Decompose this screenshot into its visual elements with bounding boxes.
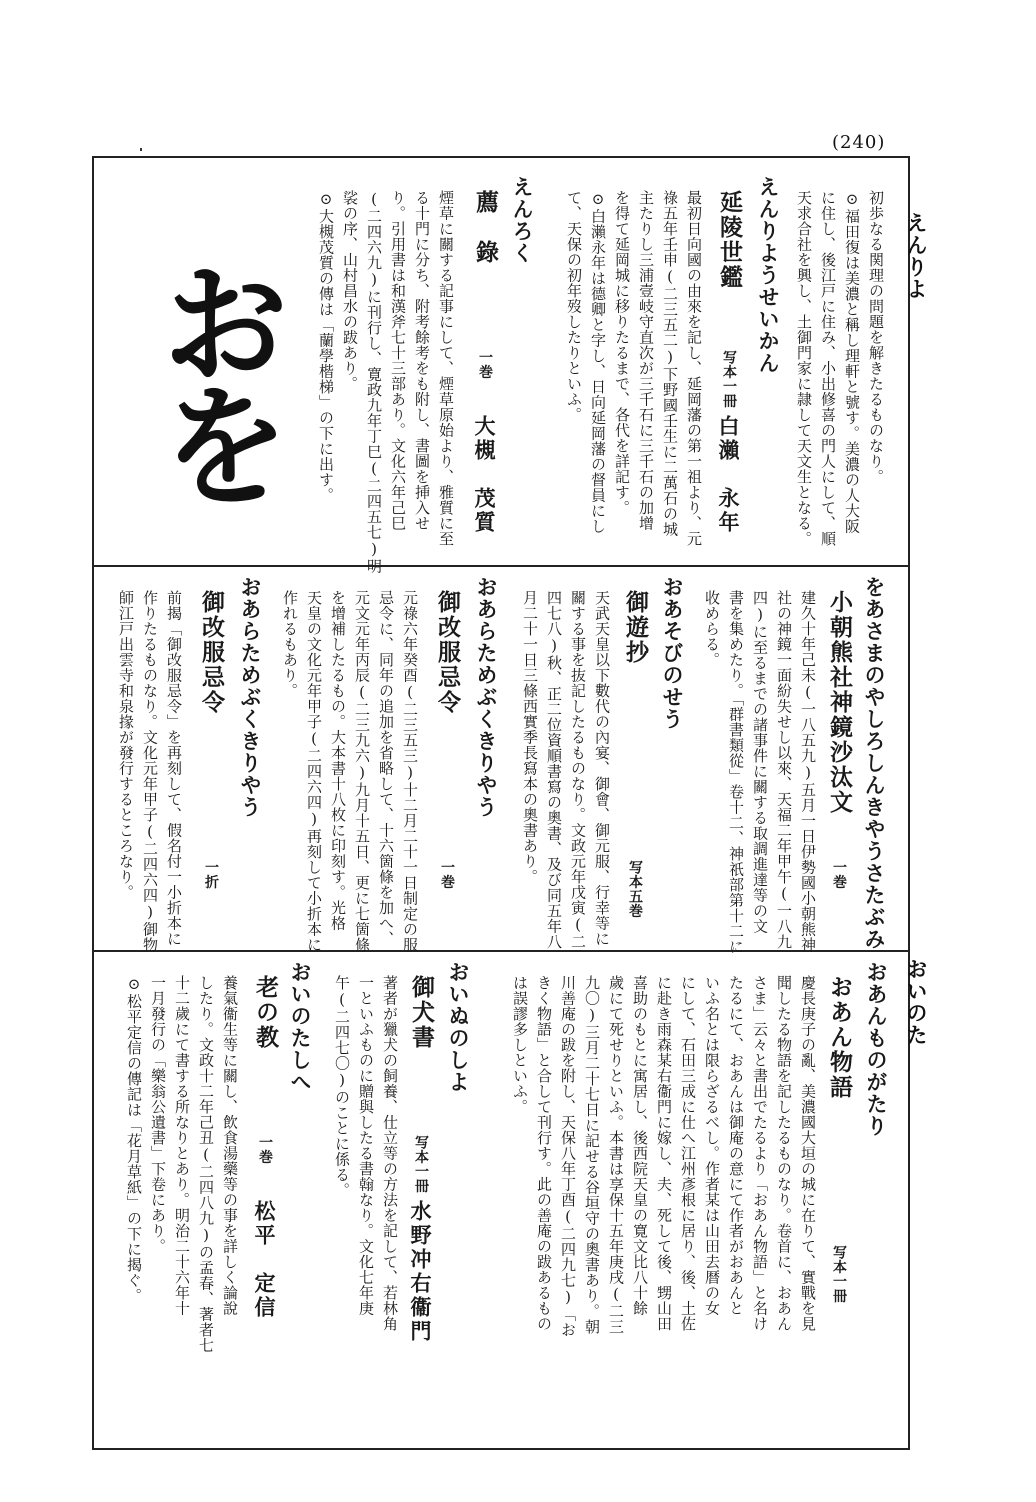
entry-heading-kana: おあんものがたり (864, 961, 889, 1137)
entry-title: 御改服忌令 (434, 590, 461, 715)
text-column: ⊙白瀨永年は德卿と字し、日向延岡藩の督員にし (589, 190, 607, 534)
text-column: 川善庵の跋を附し、天保八年丁酉(二四九七)「お (559, 975, 577, 1338)
entry-format: 一折 (203, 860, 219, 889)
entry-format: 写本一冊 (721, 350, 737, 408)
entry-title: 御遊抄 (622, 590, 649, 665)
entry-heading-kana: おいのたしへ (288, 961, 313, 1093)
entry-author: 松平 定信 (252, 1200, 277, 1320)
entry-heading-kana: をあさまのやしろしんきやうさたぶみ (862, 576, 887, 950)
section-kana: おを (137, 255, 292, 499)
divider-middle-bottom (92, 950, 910, 952)
text-column: 一月發行の「樂翁公遺書」下卷にあり。 (149, 975, 167, 1254)
text-column: 四七八)秋、正二位資順書寫の奧書、及び同五年八 (545, 590, 563, 950)
text-column: 裟の序、山村昌水の跋あり。 (341, 190, 359, 392)
text-column: 午(二四七〇)のことに係る。 (333, 975, 351, 1198)
text-column: 聞したる物語を記したるものなり。卷首に、おあん (775, 975, 793, 1332)
entry-format: 一巻 (477, 350, 493, 379)
entry-format: 写本一冊 (831, 1245, 847, 1303)
text-column: 關する事を抜記したるものなり。文政元年戊寅(二 (569, 590, 587, 950)
text-column: さま」云々と書出でたるより「おあん物語」と名け (751, 975, 769, 1332)
entry-heading-kana: おいぬのしよ (446, 961, 471, 1093)
text-column: 月二十一日三條西實季長寫本の奧書あり。 (521, 590, 539, 885)
page-number: (240) (832, 132, 886, 153)
entry-heading-kana: えんろく (510, 176, 535, 264)
entry-title: おあん物語 (826, 975, 853, 1100)
text-column: は誤謬多しといふ。 (511, 975, 529, 1115)
text-column: 天皇の文化元年甲子(二四六四)再刻して小折本に (305, 590, 323, 953)
entry-format: 一巻 (831, 860, 847, 889)
entry-title: 御犬書 (408, 975, 435, 1050)
text-column: 前揭「御改服忌令」を再刻して、假名付一小折本に (165, 590, 183, 947)
text-column: 喜助のもとに寓居し、後西院天皇の寛文比八十餘 (631, 975, 649, 1316)
text-column: 元文元年丙辰(二三九六)九月十五日、更に七箇條 (353, 590, 371, 953)
text-column: 一といふものに贈與したる書翰なり。文化七年庚 (357, 975, 375, 1316)
text-column: 忌令に、同年の追加を省略して、十六箇條を加へ、 (377, 590, 395, 947)
scan-speck (140, 148, 142, 151)
text-column: ⊙大槻茂質の傳は「蘭學楷梯」の下に出す。 (317, 190, 335, 503)
running-head-bottom: おいのた (904, 958, 929, 1046)
entry-title: 薦 錄 (472, 190, 499, 265)
entry-format: 写本一冊 (413, 1135, 429, 1193)
text-column: り。引用書は和漢斧七十三部あり。文化六年己巳 (389, 190, 407, 531)
text-column: に赴き雨森某右衞門に嫁し、夫、死して後、甥山田 (655, 975, 673, 1332)
text-column: 書を集めたり。「群書類從」卷十二、神祇部第十二に (727, 590, 745, 955)
text-column: 收めらる。 (703, 590, 721, 668)
text-column: 九〇)三月二十七日に記せる谷垣守の奧書あり。朝 (583, 975, 601, 1335)
text-column: 天武天皇以下數代の內宴、御會、御元服、行幸等に (593, 590, 611, 947)
text-column: を得て延岡城に移りたるまで、各代を詳記す。 (613, 190, 631, 516)
text-column: 初歩なる関理の問題を解きたるものなり。 (867, 190, 885, 485)
entry-author: 白瀨 永年 (716, 415, 741, 535)
text-column: 天求合社を興し、土御門家に隷して天文生となる。 (795, 190, 813, 547)
entry-format: 一巻 (257, 1135, 273, 1164)
entry-heading-kana: えんりようせいかん (756, 176, 781, 374)
text-column: 十二歲にて書する所なりとあり。明治二十六年十 (173, 975, 191, 1316)
text-column: ⊙松平定信の傳記は「花月草紙」の下に揭ぐ。 (125, 975, 143, 1304)
text-column: きく物語」と合して刊行す。此の善庵の跋あるもの (535, 975, 553, 1332)
text-column: を增補したるもの。大本書十八枚に印刻す。光格 (329, 590, 347, 931)
text-column: て、天保の初年歿したりといふ。 (565, 190, 583, 423)
text-column: 作りたるものなり。文化元年甲子(二四六四)御物 (141, 590, 159, 953)
text-column: 元祿六年癸酉(二三五三)十二月二十一日制定の服 (401, 590, 419, 953)
text-column: 祿五年壬申(二三五二)下野國壬生に二萬石の城 (661, 190, 679, 537)
text-column: 最初日向國の由來を記し、延岡藩の第一祖より、元 (685, 190, 703, 547)
text-column: ⊙福田復は美濃と稱し理軒と號す。美濃の人大阪 (843, 190, 861, 534)
text-column: 四)に至るまでの諸事件に關する取調進達等の文 (751, 590, 769, 934)
text-column: たるにて、おあんは御庵の意にて作者がおあんと (727, 975, 745, 1316)
entry-author: 水野冲右衞門 (408, 1200, 433, 1344)
entry-format: 一巻 (439, 860, 455, 889)
text-column: に住し、後江戸に住み、小出修喜の門人にして、順 (819, 190, 837, 547)
text-column: (二四六九)に刊行し、寛政九年丁巳(二四五七)明 (365, 190, 383, 574)
entry-title: 小朝熊社神鏡沙汰文 (826, 590, 853, 815)
entry-title: 老の教 (252, 975, 279, 1050)
entry-title: 御改服忌令 (198, 590, 225, 715)
entry-heading-kana: おあそびのせう (660, 576, 685, 730)
text-column: る十門に分ち、附考餘考をも附し、書圖を挿入せ (413, 190, 431, 531)
text-column: 養氣衞生等に關し、飲食湯藥等の事を詳しく論說 (221, 975, 239, 1316)
text-column: 主たりし三浦壹岐守直次が三千石に三千石の加增 (637, 190, 655, 531)
text-column: 著者が獵犬の飼養、仕立等の方法を記して、若林角 (381, 975, 399, 1332)
text-column: 作れるもあり。 (281, 590, 299, 699)
running-head-top: えんりよ (904, 212, 929, 300)
text-column: 煙草に關する記事にして、煙草原始より、雅質に至 (437, 190, 455, 547)
text-column: 社の神鏡一面紛失せし以來、天福二年甲午(一八九 (775, 590, 793, 950)
text-column: 建久十年己未(一八五九)五月一日伊勢國小朝熊神 (799, 590, 817, 953)
text-column: 師江戸出雲寺和泉掾が發行するところなり。 (117, 590, 135, 900)
entry-format: 写本五巻 (627, 860, 643, 918)
text-column: 慶長庚子の亂、美濃國大垣の城に在りて、實戰を見 (799, 975, 817, 1332)
entry-heading-kana: おあらためぶくきりやう (238, 576, 263, 818)
text-column: いふ名とは限らざるべし。作者某は山田去暦の女 (703, 975, 721, 1316)
entry-title: 延陵世鑑 (716, 190, 743, 290)
entry-heading-kana: おあらためぶくきりやう (474, 576, 499, 818)
text-column: 歲にて死せりといふ。本書は享保十五年庚戌(二三 (607, 975, 625, 1335)
entry-author: 大槻 茂質 (472, 415, 497, 535)
text-column: にして、石田三成に仕へ江州彥根に居り、後、土佐 (679, 975, 697, 1332)
divider-top-middle (92, 565, 910, 567)
text-column: したり。文政十二年己丑(二四八九)の孟春、著者七 (197, 975, 215, 1353)
